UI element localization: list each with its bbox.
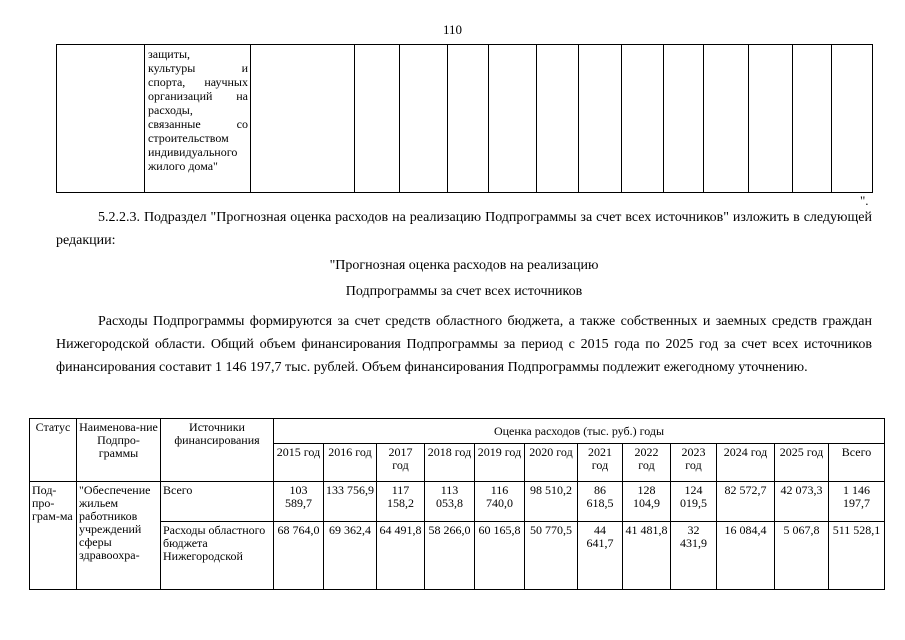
- table-cell: [400, 45, 448, 193]
- header-status: Статус: [30, 419, 77, 482]
- table-cell: [664, 45, 704, 193]
- value-cell: 133 756,9: [324, 482, 377, 522]
- year-header: 2018 год: [425, 444, 475, 482]
- header-sources: Источники финансирования: [161, 419, 274, 482]
- expense-estimate-table: [29, 418, 885, 590]
- source-cell: Всего: [161, 482, 274, 522]
- continuation-line: строительством: [148, 131, 229, 145]
- value-cell: 42 073,3: [775, 482, 829, 522]
- value-cell: 1 146 197,7: [829, 482, 885, 522]
- header-name: Наименова-ние Подпро-граммы: [77, 419, 161, 482]
- section-heading-line2: Подпрограммы за счет всех источников: [345, 284, 583, 299]
- continuation-table: [56, 44, 873, 193]
- year-header: 2015 год: [274, 444, 324, 482]
- page-number: 110: [442, 22, 463, 37]
- value-cell: 86 618,5: [578, 482, 623, 522]
- continuation-line: культуры и: [148, 61, 248, 75]
- value-cell: 64 491,8: [377, 522, 425, 590]
- table-cell: [579, 45, 622, 193]
- table-cell: [251, 45, 355, 193]
- value-cell: 124 019,5: [671, 482, 717, 522]
- value-cell: 16 084,4: [717, 522, 775, 590]
- year-header: 2017 год: [377, 444, 425, 482]
- year-header: 2023 год: [671, 444, 717, 482]
- table-cell: [622, 45, 664, 193]
- year-header: 2019 год: [475, 444, 525, 482]
- paragraph-expenses: Расходы Подпрограммы формируются за счет средств областного бюджета, а также собственных и заемных средств граждан Нижегородской области. Общий объем финансирования Подпрограммы за период с 2015 года по 2025 год за счет всех источников финансирования составит 1 146 197,7 тыс. рублей. Объем финансирования Подпрограммы подлежит ежегодному уточнению.: [56, 314, 872, 375]
- closing-quote: ".: [860, 193, 869, 208]
- continuation-line: расходы,: [148, 103, 193, 117]
- year-header: 2025 год: [775, 444, 829, 482]
- continuation-line: организаций на: [148, 89, 248, 103]
- table-cell: [537, 45, 579, 193]
- value-cell: 41 481,8: [623, 522, 671, 590]
- value-cell: 32 431,9: [671, 522, 717, 590]
- year-header: 2020 год: [525, 444, 578, 482]
- continuation-line: связанные со: [148, 117, 248, 131]
- value-cell: 69 362,4: [324, 522, 377, 590]
- table-cell: [832, 45, 873, 193]
- value-cell: 5 067,8: [775, 522, 829, 590]
- year-header: 2021 год: [578, 444, 623, 482]
- table-cell: [704, 45, 749, 193]
- value-cell: 98 510,2: [525, 482, 578, 522]
- table-cell: [57, 45, 145, 193]
- continuation-line: жилого дома": [148, 159, 218, 173]
- continuation-text: [145, 45, 251, 193]
- year-header: 2022 год: [623, 444, 671, 482]
- continuation-line: защиты,: [148, 47, 191, 61]
- table-cell: [489, 45, 537, 193]
- value-cell: 44 641,7: [578, 522, 623, 590]
- table-cell: [749, 45, 793, 193]
- value-cell: 50 770,5: [525, 522, 578, 590]
- year-header: Всего: [829, 444, 885, 482]
- year-header: 2016 год: [324, 444, 377, 482]
- table-row: [30, 482, 885, 522]
- value-cell: 68 764,0: [274, 522, 324, 590]
- status-cell: Под-про-грам-ма: [30, 482, 77, 590]
- continuation-line: спорта, научных: [148, 75, 248, 89]
- continuation-line: индивидуального: [148, 145, 238, 159]
- value-cell: 116 740,0: [475, 482, 525, 522]
- source-cell: Расходы областного бюджета Нижегородской: [161, 522, 274, 590]
- value-cell: 103 589,7: [274, 482, 324, 522]
- table-cell: [793, 45, 832, 193]
- value-cell: 60 165,8: [475, 522, 525, 590]
- program-name-cell: "Обеспечение жильем работников учреждений сферы здравоохра-: [77, 482, 161, 590]
- table-cell: [355, 45, 400, 193]
- header-estimate: Оценка расходов (тыс. руб.) годы: [274, 419, 885, 444]
- value-cell: 113 053,8: [425, 482, 475, 522]
- paragraph-amendment: 5.2.2.3. Подраздел "Прогнозная оценка расходов на реализацию Подпрограммы за счет всех источников" изложить в следующей редакции:: [56, 210, 872, 248]
- year-header: 2024 год: [717, 444, 775, 482]
- table-header-row: [30, 419, 885, 444]
- value-cell: 117 158,2: [377, 482, 425, 522]
- value-cell: 511 528,1: [829, 522, 885, 590]
- section-heading-line1: "Прогнозная оценка расходов на реализацию: [329, 258, 599, 273]
- value-cell: 128 104,9: [623, 482, 671, 522]
- table-cell: [448, 45, 489, 193]
- value-cell: 58 266,0: [425, 522, 475, 590]
- value-cell: 82 572,7: [717, 482, 775, 522]
